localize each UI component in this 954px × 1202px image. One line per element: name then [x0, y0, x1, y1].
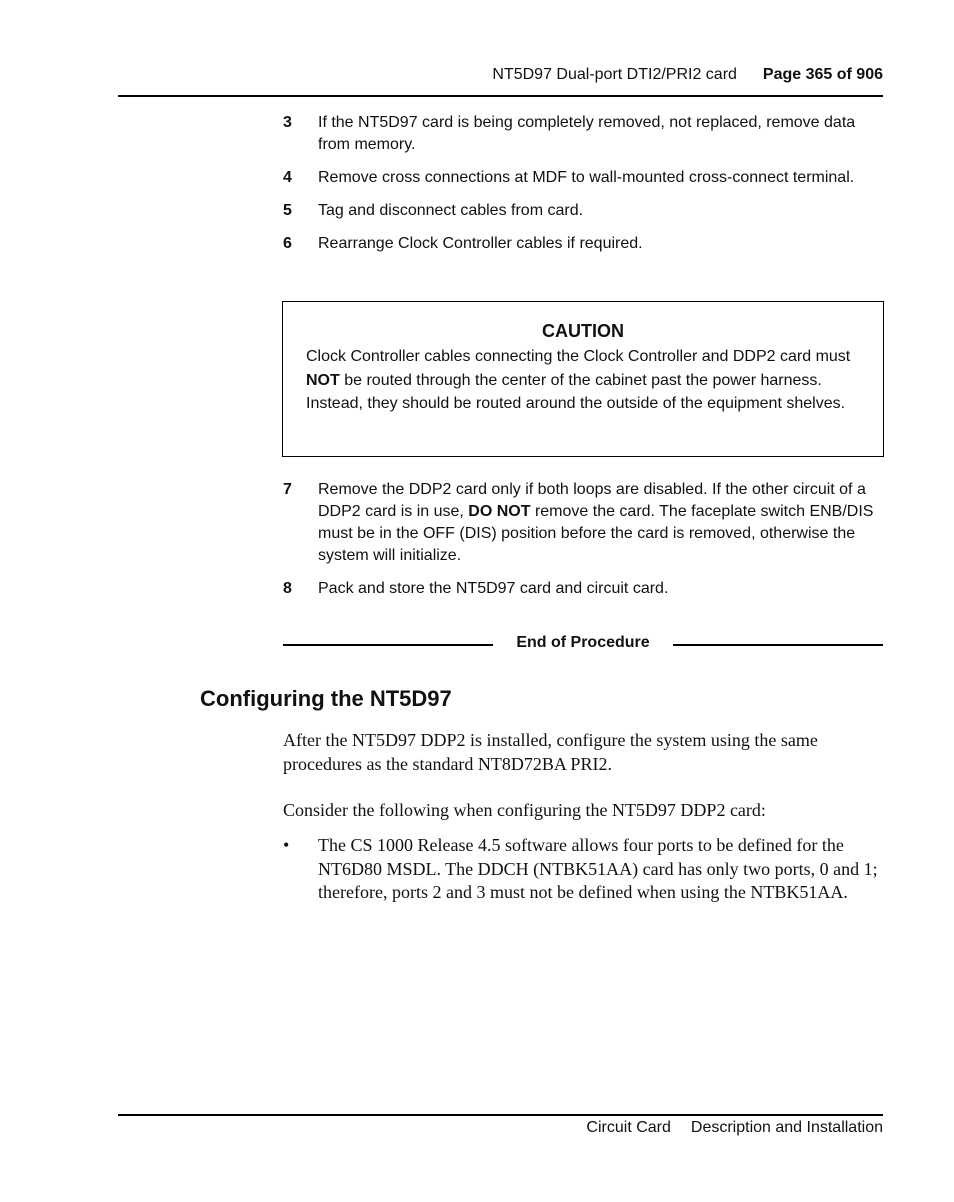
procedure-steps [283, 112, 883, 266]
caution-title: CAUTION [542, 321, 624, 341]
step-text: Pack and store the NT5D97 card and circuit card. [318, 580, 669, 597]
bullet-text: The CS 1000 Release 4.5 software allows four ports to be defined for the NT6D80 MSDL. The DDCH (NTBK51AA) card has only two ports, 0 and 1; therefore, ports 2 and 3 must not be defined when using the NTBK51AA. [318, 835, 878, 902]
page-footer [586, 1119, 883, 1137]
procedure-step [283, 112, 883, 156]
step-number: 4 [283, 169, 292, 186]
procedure-step [283, 578, 883, 600]
body-paragraph: After the NT5D97 DDP2 is installed, configure the system using the same procedures as the standard NT8D72BA PRI2. [283, 730, 818, 774]
step-text: Remove cross connections at MDF to wall-mounted cross-connect terminal. [318, 169, 855, 186]
procedure-steps-continued [283, 479, 883, 611]
step-number: 5 [283, 202, 292, 219]
caution-text-part: Clock Controller cables connecting the Clock Controller and DDP2 card must [306, 348, 851, 365]
caution-text [306, 345, 863, 416]
procedure-step [283, 200, 883, 222]
footer-left: Circuit Card [586, 1119, 671, 1136]
caution-emphasis: NOT [306, 371, 340, 389]
step-emphasis: DO NOT [468, 503, 531, 520]
body-paragraph: Consider the following when configuring the NT5D97 DDP2 card: [283, 800, 766, 820]
step-text: remove the card. The faceplate switch ENB/DIS must be in the OFF (DIS) position before the card is removed, otherwise the system will initialize. [318, 503, 874, 564]
step-number: 3 [283, 114, 292, 131]
procedure-step [283, 233, 883, 255]
end-of-procedure-label: End of Procedure [516, 634, 650, 651]
footer-rule [118, 1114, 883, 1116]
section-heading: Configuring the NT5D97 [200, 686, 452, 711]
page-header [492, 66, 883, 84]
procedure-step [283, 167, 883, 189]
divider-line-right [673, 644, 883, 646]
step-number: 8 [283, 580, 292, 597]
caution-box [282, 301, 884, 457]
header-title: NT5D97 Dual-port DTI2/PRI2 card [492, 66, 737, 83]
caution-text-part: be routed through the center of the cabinet past the power harness. Instead, they should be routed around the outside of the equipment shelves. [306, 371, 846, 412]
step-text: If the NT5D97 card is being completely removed, not replaced, remove data from memory. [318, 114, 856, 153]
procedure-step [283, 479, 883, 567]
step-text: Rearrange Clock Controller cables if required. [318, 235, 643, 252]
step-number: 6 [283, 235, 292, 252]
step-number: 7 [283, 481, 292, 498]
footer-right: Description and Installation [690, 1119, 883, 1136]
end-of-procedure [283, 634, 883, 656]
header-rule [118, 95, 883, 97]
page-number: Page 365 of 906 [762, 66, 883, 83]
step-text: Tag and disconnect cables from card. [318, 202, 584, 219]
bullet-icon: • [283, 835, 290, 855]
step-text: Remove the DDP2 card only if both loops are disabled. If the other circuit of a DDP2 card is in use, [318, 481, 866, 520]
bullet-item [283, 834, 883, 905]
